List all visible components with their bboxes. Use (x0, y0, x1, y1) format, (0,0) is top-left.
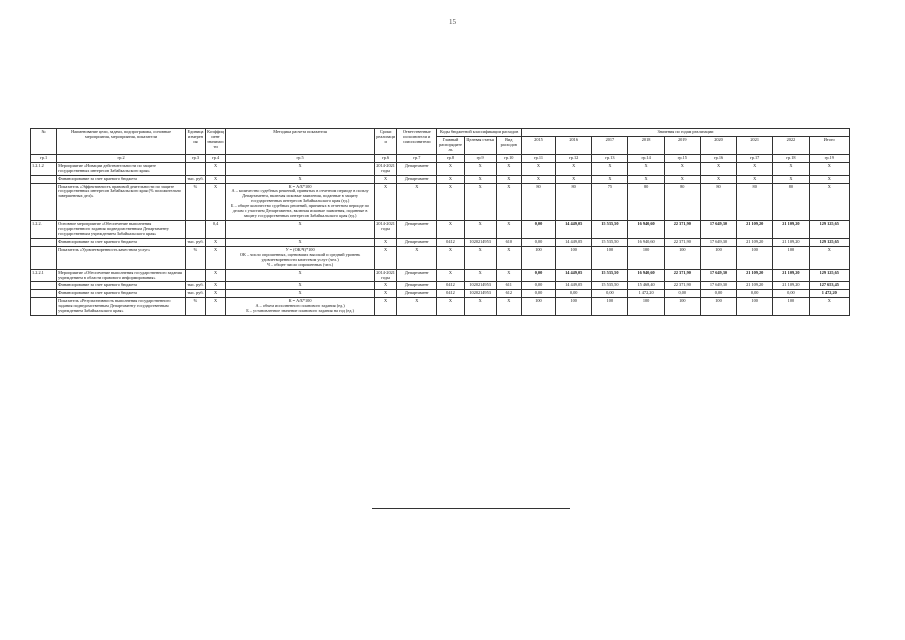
cell-year-value: Х (737, 175, 773, 183)
cell-unit: % (185, 298, 205, 316)
column-number-row (31, 154, 850, 162)
cell-year-value: 100 (700, 246, 736, 269)
cell-name: Показатель «Удовлетворенность качеством услуг» (57, 246, 186, 269)
header-no: № (31, 129, 57, 155)
cell-year-value: 16 940,60 (628, 221, 664, 239)
cell-year-value: Х (664, 162, 700, 175)
header-total: Итого (809, 136, 850, 154)
cell-coef: Х (206, 282, 226, 290)
cell-total: 129 125,65 (809, 221, 850, 239)
cell-unit (185, 221, 205, 239)
cell-year-value: Х (556, 175, 592, 183)
cell-coef: Х (206, 238, 226, 246)
cell-year-value: 80 (700, 183, 736, 221)
cell-k1: Х (437, 246, 464, 269)
cell-no (31, 282, 57, 290)
table-row (31, 282, 850, 290)
cell-year-value: Х (556, 162, 592, 175)
cell-method: Х (226, 238, 375, 246)
cell-year-value: 0,00 (773, 290, 809, 298)
cell-year-value: 80 (556, 183, 592, 221)
cell-total: Х (809, 162, 850, 175)
cell-year-value: 0,00 (521, 290, 555, 298)
cell-k1: 0412 (437, 238, 464, 246)
cell-k2: 1020214953 (464, 282, 496, 290)
cell-year-value: 14 449,05 (556, 221, 592, 239)
cell-exec: Департамент (397, 162, 437, 175)
cell-k2: Х (464, 246, 496, 269)
cell-year-value: 100 (700, 298, 736, 316)
cell-coef: Х (206, 290, 226, 298)
cell-k1: Х (437, 162, 464, 175)
cell-year-value: 0,00 (556, 290, 592, 298)
column-number: гр.18 (773, 154, 809, 162)
cell-term: Х (375, 290, 397, 298)
table-row (31, 175, 850, 183)
column-number: гр.6 (375, 154, 397, 162)
cell-unit: % (185, 246, 205, 269)
header-exec: Ответственные исполнители и соисполнители (397, 129, 437, 155)
cell-total: Х (809, 246, 850, 269)
cell-exec: Департамент (397, 221, 437, 239)
cell-no: 1.2.2.1 (31, 269, 57, 282)
cell-k2: Х (464, 269, 496, 282)
cell-term: 2014-2021 годы (375, 162, 397, 175)
cell-k3: 611 (496, 282, 521, 290)
column-number: гр.11 (521, 154, 555, 162)
cell-year-value: 100 (664, 246, 700, 269)
cell-year-value: 100 (628, 298, 664, 316)
cell-k3: Х (496, 175, 521, 183)
cell-year-value: Х (773, 175, 809, 183)
cell-no (31, 290, 57, 298)
cell-year-value: 75 (592, 183, 628, 221)
table-header (31, 129, 850, 163)
cell-term: 2014-2021 годы (375, 269, 397, 282)
cell-term: Х (375, 238, 397, 246)
cell-k1: Х (437, 183, 464, 221)
table-body (31, 162, 850, 315)
cell-no (31, 183, 57, 221)
cell-year-value: 15 535,50 (592, 238, 628, 246)
table-row (31, 238, 850, 246)
cell-year-value: Х (592, 175, 628, 183)
header-year: 2018 (628, 136, 664, 154)
cell-method: У = (ОК/Ч)*100 ОК – число опрошенных, оценивших высокий и средний уровень удовлетворенности качеством услуг (чел.) Ч – общее число опрошенных (чел.) (226, 246, 375, 269)
cell-unit (185, 269, 205, 282)
cell-year-value: 15 535,50 (592, 282, 628, 290)
cell-year-value: 17 649,30 (700, 282, 736, 290)
cell-total: Х (809, 175, 850, 183)
header-kbk: Коды бюджетной классификации расходов (437, 129, 521, 137)
column-number: гр.2 (57, 154, 186, 162)
cell-year-value: 100 (737, 246, 773, 269)
cell-term: Х (375, 183, 397, 221)
cell-year-value: Х (737, 162, 773, 175)
cell-year-value: 21 109,20 (737, 269, 773, 282)
column-number: гр.12 (556, 154, 592, 162)
cell-year-value: 0,00 (521, 269, 555, 282)
cell-total: Х (809, 298, 850, 316)
cell-term: Х (375, 282, 397, 290)
table-row (31, 162, 850, 175)
cell-term: Х (375, 298, 397, 316)
cell-year-value: Х (700, 162, 736, 175)
column-number: гр.9 (464, 154, 496, 162)
cell-year-value: Х (521, 162, 555, 175)
cell-year-value: 1 472,20 (628, 290, 664, 298)
header-unit: Единица измерения (185, 129, 205, 155)
cell-year-value: 0,00 (521, 221, 555, 239)
header-year: 2021 (737, 136, 773, 154)
cell-coef: Х (206, 162, 226, 175)
cell-year-value: 80 (773, 183, 809, 221)
cell-year-value: 80 (521, 183, 555, 221)
cell-k2: Х (464, 162, 496, 175)
cell-year-value: 100 (773, 246, 809, 269)
cell-coef: Х (206, 246, 226, 269)
cell-year-value: 21 109,20 (773, 269, 809, 282)
cell-total: 127 653,45 (809, 282, 850, 290)
cell-no: 1.2.1.2 (31, 162, 57, 175)
cell-total: Х (809, 183, 850, 221)
column-number: гр.3 (185, 154, 205, 162)
cell-k1: 0412 (437, 290, 464, 298)
cell-name: Основное мероприятие «Обеспечение выполнения государственного задания подведомственным Департаменту государственным учреждением Забайкальского края» (57, 221, 186, 239)
cell-k1: Х (437, 175, 464, 183)
table-row (31, 298, 850, 316)
cell-k1: Х (437, 221, 464, 239)
cell-year-value: 15 468,40 (628, 282, 664, 290)
cell-method: Х (226, 162, 375, 175)
cell-year-value: 100 (521, 298, 555, 316)
column-number: гр.10 (496, 154, 521, 162)
cell-exec: Х (397, 183, 437, 221)
cell-year-value: 21 109,20 (737, 221, 773, 239)
header-kbk-target: Целевая статья (464, 136, 496, 154)
cell-year-value: 0,00 (664, 290, 700, 298)
cell-year-value: 100 (773, 298, 809, 316)
cell-name: Показатель «Результативность выполнения государственного задания подведомственным Департаменту государственным учреждением Забайкальского края» (57, 298, 186, 316)
column-number: гр.8 (437, 154, 464, 162)
cell-year-value: 21 109,20 (773, 282, 809, 290)
cell-year-value: 15 535,50 (592, 221, 628, 239)
cell-method: К = А/Б*100 А – количество судебных решений, принятых в отчетном периоде в пользу Департамента, включая исковые заявления, поданные в защиту государственных интересов Забайкальского края (ед.) Б – общее количество судебных решений, принятых в отчетном периоде по делам с участием Департамента, включая исковые заявления, поданные в защиту государственных интересов Забайкальского края (ед.) (226, 183, 375, 221)
header-year: 2022 (773, 136, 809, 154)
cell-no (31, 175, 57, 183)
column-number: гр.16 (700, 154, 736, 162)
cell-year-value: 22 371,90 (664, 269, 700, 282)
cell-year-value: 0,00 (700, 290, 736, 298)
cell-year-value: 80 (628, 183, 664, 221)
cell-year-value: 17 649,30 (700, 238, 736, 246)
cell-unit: % (185, 183, 205, 221)
cell-year-value: 15 535,50 (592, 269, 628, 282)
cell-year-value: 14 449,05 (556, 269, 592, 282)
program-table (30, 128, 850, 316)
cell-coef: Х (206, 298, 226, 316)
cell-total: 129 125,65 (809, 269, 850, 282)
header-year: 2016 (556, 136, 592, 154)
cell-year-value: 22 371,90 (664, 282, 700, 290)
cell-term: 2014-2021 годы (375, 221, 397, 239)
cell-name: Финансирование за счет краевого бюджета (57, 282, 186, 290)
cell-k3: Х (496, 221, 521, 239)
cell-unit: тыс. руб. (185, 290, 205, 298)
cell-year-value: 17 649,30 (700, 269, 736, 282)
cell-k2: Х (464, 175, 496, 183)
column-number: гр.14 (628, 154, 664, 162)
header-kbk-type: Вид расходов (496, 136, 521, 154)
header-years-group: Значения по годам реализации (521, 129, 849, 137)
cell-year-value: 0,00 (521, 282, 555, 290)
cell-name: Финансирование за счет краевого бюджета (57, 238, 186, 246)
cell-k3: Х (496, 269, 521, 282)
cell-year-value: 0,00 (592, 290, 628, 298)
cell-year-value: 100 (592, 246, 628, 269)
cell-exec: Х (397, 246, 437, 269)
cell-no (31, 298, 57, 316)
table-row (31, 183, 850, 221)
page-number: 15 (449, 18, 456, 26)
cell-k3: Х (496, 162, 521, 175)
cell-exec: Департамент (397, 238, 437, 246)
cell-year-value: 22 371,90 (664, 221, 700, 239)
column-number: гр.7 (397, 154, 437, 162)
table-row (31, 269, 850, 282)
cell-coef: Х (206, 175, 226, 183)
cell-name: Мероприятие «Новации действительности по защите государственных интересов Забайкальского края» (57, 162, 186, 175)
cell-exec: Департамент (397, 269, 437, 282)
cell-name: Показатель «Эффективность правовой деятельности по защите государственных интересов Забайкальского края (% положительно завершенных дел)» (57, 183, 186, 221)
cell-year-value: Х (773, 162, 809, 175)
cell-year-value: 17 649,30 (700, 221, 736, 239)
table-row (31, 246, 850, 269)
cell-unit: тыс. руб. (185, 282, 205, 290)
header-year: 2017 (592, 136, 628, 154)
cell-k2: 1020214953 (464, 238, 496, 246)
cell-coef: 0,4 (206, 221, 226, 239)
cell-year-value: 16 940,60 (628, 269, 664, 282)
cell-year-value: 22 371,90 (664, 238, 700, 246)
cell-total: 129 125,65 (809, 238, 850, 246)
cell-k2: Х (464, 298, 496, 316)
cell-year-value: 0,00 (521, 238, 555, 246)
cell-exec: Департамент (397, 290, 437, 298)
cell-year-value: 100 (628, 246, 664, 269)
cell-year-value: Х (592, 162, 628, 175)
cell-year-value: 100 (521, 246, 555, 269)
column-number: гр.4 (206, 154, 226, 162)
column-number: гр.13 (592, 154, 628, 162)
cell-k1: Х (437, 269, 464, 282)
column-number: гр.5 (226, 154, 375, 162)
cell-method: Х (226, 269, 375, 282)
cell-exec: Х (397, 298, 437, 316)
cell-unit (185, 162, 205, 175)
cell-no: 1.2.2. (31, 221, 57, 239)
cell-year-value: 100 (556, 246, 592, 269)
cell-year-value: 0,00 (737, 290, 773, 298)
cell-method: Х (226, 290, 375, 298)
cell-year-value: 100 (592, 298, 628, 316)
cell-k3: Х (496, 246, 521, 269)
header-kbk-grbs: Главный распорядитель (437, 136, 464, 154)
cell-name: Финансирование за счет краевого бюджета (57, 175, 186, 183)
cell-year-value: 16 940,60 (628, 238, 664, 246)
cell-name: Финансирование за счет краевого бюджета (57, 290, 186, 298)
header-coef: Коэффициент значимости (206, 129, 226, 155)
cell-year-value: 14 449,05 (556, 238, 592, 246)
cell-no (31, 238, 57, 246)
cell-method: Х (226, 282, 375, 290)
cell-unit: тыс. руб. (185, 175, 205, 183)
cell-method: Х (226, 221, 375, 239)
cell-year-value: Х (628, 175, 664, 183)
cell-term: Х (375, 175, 397, 183)
cell-method: К = А/Б*100 А – объем исполненного планового задания (ед.) Б – установленное значение планового задания на год (ед.) (226, 298, 375, 316)
cell-k2: Х (464, 183, 496, 221)
cell-year-value: Х (664, 175, 700, 183)
cell-year-value: 21 109,20 (737, 282, 773, 290)
cell-year-value: Х (521, 175, 555, 183)
cell-coef: Х (206, 269, 226, 282)
cell-coef: Х (206, 183, 226, 221)
cell-year-value: 100 (556, 298, 592, 316)
cell-term: Х (375, 246, 397, 269)
cell-k3: 610 (496, 238, 521, 246)
header-year: 2015 (521, 136, 555, 154)
cell-year-value: 21 109,20 (773, 238, 809, 246)
cell-total: 1 472,20 (809, 290, 850, 298)
cell-year-value: 14 449,05 (556, 282, 592, 290)
cell-k3: Х (496, 183, 521, 221)
table-row (31, 290, 850, 298)
header-year: 2019 (664, 136, 700, 154)
cell-exec: Департамент (397, 282, 437, 290)
header-name: Наименование цели, задачи, подпрограммы, основные мероприятия, мероприятия, показатели (57, 129, 186, 155)
cell-k2: Х (464, 221, 496, 239)
header-term: Сроки реализации (375, 129, 397, 155)
cell-year-value: 21 109,20 (737, 238, 773, 246)
cell-year-value: 100 (664, 298, 700, 316)
column-number: гр.19 (809, 154, 850, 162)
cell-year-value: 80 (737, 183, 773, 221)
cell-year-value: 21 109,20 (773, 221, 809, 239)
column-number: гр.1 (31, 154, 57, 162)
cell-method: Х (226, 175, 375, 183)
column-number: гр.17 (737, 154, 773, 162)
cell-exec: Департамент (397, 175, 437, 183)
cell-k1: 0412 (437, 282, 464, 290)
cell-year-value: Х (628, 162, 664, 175)
cell-name: Мероприятие «Обеспечение выполнения государственного задания учреждением в области правового информирования» (57, 269, 186, 282)
cell-k3: 612 (496, 290, 521, 298)
cell-k2: 1020214953 (464, 290, 496, 298)
cell-k3: Х (496, 298, 521, 316)
header-method: Методика расчета показателя (226, 129, 375, 155)
cell-unit: тыс. руб. (185, 238, 205, 246)
cell-k1: Х (437, 298, 464, 316)
header-year: 2020 (700, 136, 736, 154)
footer-rule (372, 508, 570, 509)
cell-year-value: Х (700, 175, 736, 183)
cell-year-value: 100 (737, 298, 773, 316)
cell-no (31, 246, 57, 269)
cell-year-value: 80 (664, 183, 700, 221)
table-row (31, 221, 850, 239)
column-number: гр.15 (664, 154, 700, 162)
